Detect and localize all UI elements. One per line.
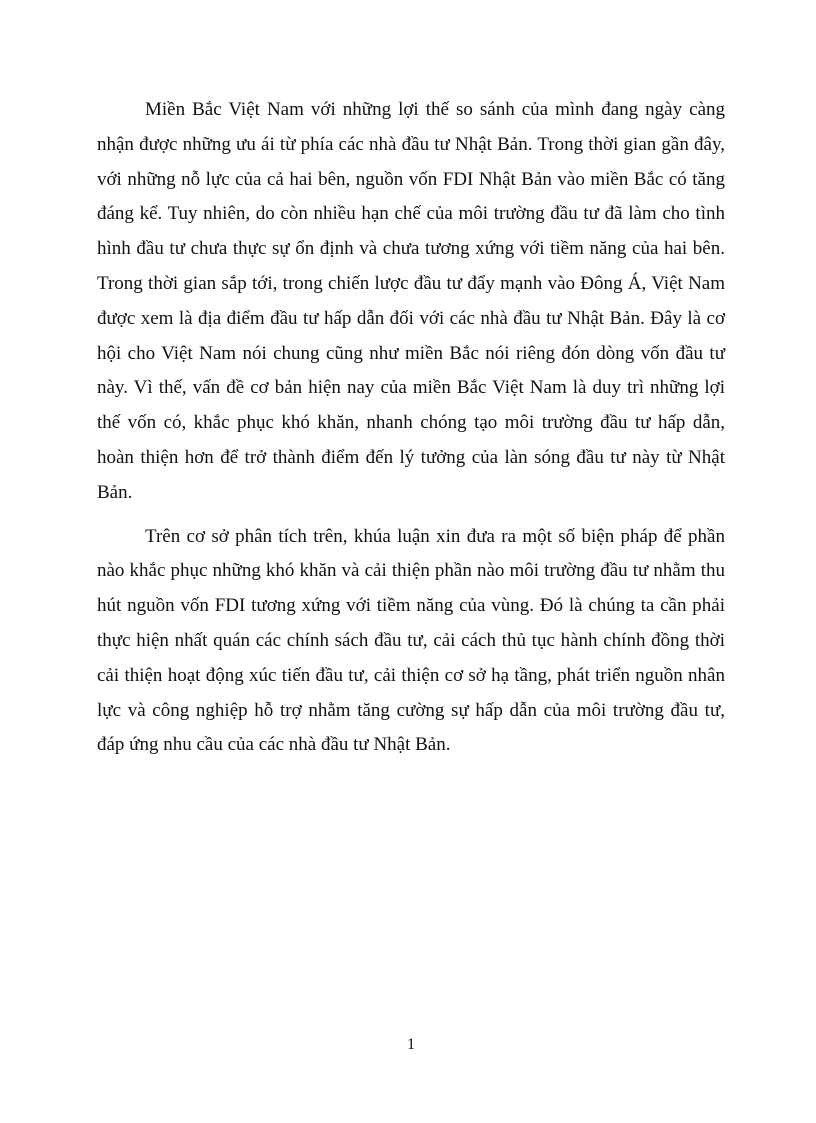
page-number: 1 xyxy=(407,1036,415,1053)
document-body xyxy=(97,93,725,763)
paragraph-1: Miền Bắc Việt Nam với những lợi thế so sánh của mình đang ngày càng nhận được những ưu ái từ phía các nhà đầu tư Nhật Bản. Trong thời gian gần đây, với những nỗ lực của cả hai bên, nguồn vốn FDI Nhật Bản vào miền Bắc có tăng đáng kể. Tuy nhiên, do còn nhiều hạn chế của môi trường đầu tư đã làm cho tình hình đầu tư chưa thực sự ổn định và chưa tương xứng với tiềm năng của hai bên. Trong thời gian sắp tới, trong chiến lược đầu tư đẩy mạnh vào Đông Á, Việt Nam được xem là địa điểm đầu tư hấp dẫn đối với các nhà đầu tư Nhật Bản. Đây là cơ hội cho Việt Nam nói chung cũng như miền Bắc nói riêng đón dòng vốn đầu tư này. Vì thế, vấn đề cơ bản hiện nay của miền Bắc Việt Nam là duy trì những lợi thế vốn có, khắc phục khó khăn, nhanh chóng tạo môi trường đầu tư hấp dẫn, hoàn thiện hơn để trở thành điểm đến lý tưởng của làn sóng đầu tư này từ Nhật Bản. xyxy=(97,99,725,503)
paragraph-2: Trên cơ sở phân tích trên, khúa luận xin đưa ra một số biện pháp để phần nào khắc phục những khó khăn và cải thiện phần nào môi trường đầu tư nhằm thu hút nguồn vốn FDI tương xứng với tiềm năng của vùng. Đó là chúng ta cần phải thực hiện nhất quán các chính sách đầu tư, cải cách thủ tục hành chính đồng thời cải thiện hoạt động xúc tiến đầu tư, cải thiện cơ sở hạ tầng, phát triển nguồn nhân lực và công nghiệp hỗ trợ nhằm tăng cường sự hấp dẫn của môi trường đầu tư, đáp ứng nhu cầu của các nhà đầu tư Nhật Bản. xyxy=(97,525,725,756)
